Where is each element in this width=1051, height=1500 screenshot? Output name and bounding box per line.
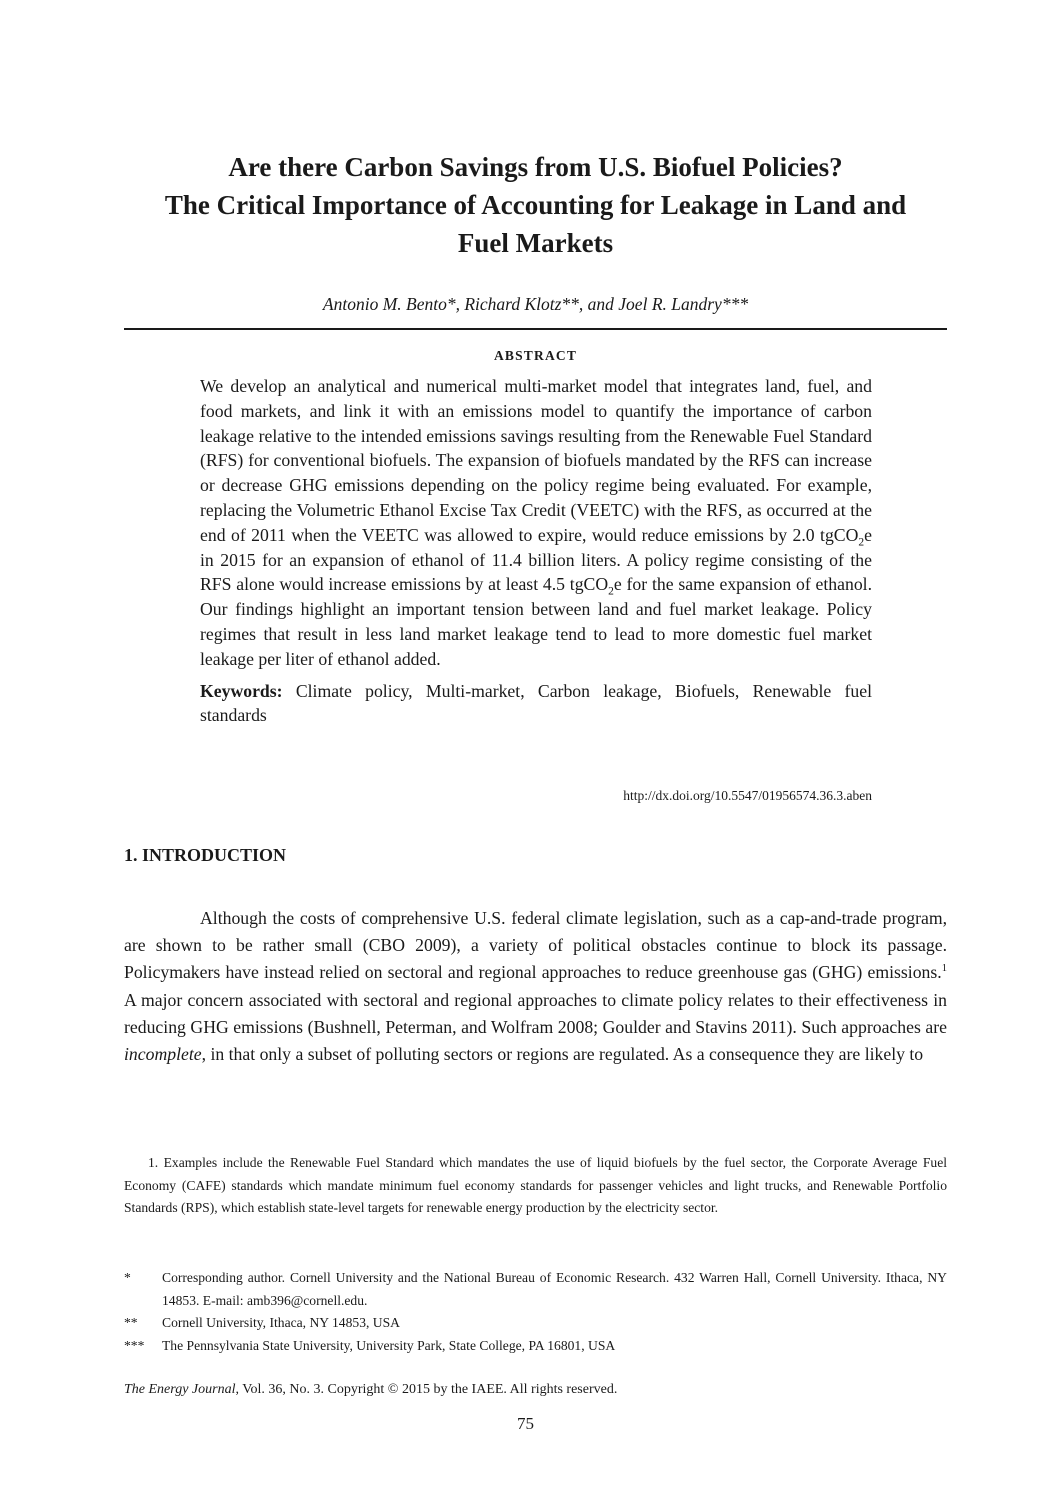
doi-link[interactable]: http://dx.doi.org/10.5547/01956574.36.3.aben <box>623 788 872 803</box>
footnotes <box>124 1152 947 1220</box>
intro-text-part-3: , in that only a subset of polluting sectors or regions are regulated. As a consequence they are likely to <box>201 1044 924 1065</box>
abstract-text-part-2: e in 2015 for an expansion of ethanol of 11.4 billion liters. A policy regime consisting of the RFS alone would increase emissions by at least 4.5 tgCO <box>200 524 872 595</box>
title-line-1: Are there Carbon Savings from U.S. Biofuel Policies? <box>228 152 843 182</box>
co2-subscript: 2 <box>608 585 614 598</box>
affiliation-item <box>124 1267 947 1312</box>
co2-subscript: 2 <box>858 536 865 549</box>
abstract-text-part-1: We develop an analytical and numerical multi-market model that integrates land, fuel, and food markets, and link it with an emissions model to quantify the importance of carbon leakage relative to the intended emissions savings resulting from the Renewable Fuel Standard (RFS) for conventional biofuels. The expansion of biofuels mandated by the RFS can increase or decrease GHG emissions depending on the policy regime being evaluated. For example, replacing the Volumetric Ethanol Excise Tax Credit (VEETC) with the RFS, as occurred at the end of 2011 when the VEETC was allowed to expire, would reduce emissions by 2.0 tgCO <box>200 376 872 545</box>
affiliation-mark: * <box>124 1270 131 1285</box>
keywords-list: Climate policy, Multi-market, Carbon leakage, Biofuels, Renewable fuel standards <box>200 680 872 726</box>
intro-text-part-2: A major concern associated with sectoral and regional approaches to climate policy relates to their effectiveness in reducing GHG emissions (Bushnell, Peterman, and Wolfram 2008; Goulder and Stavins 2011). Such approaches are <box>124 989 947 1037</box>
abstract-block <box>200 374 872 728</box>
journal-citation <box>124 1382 617 1398</box>
affiliation-item <box>124 1312 947 1335</box>
author-affiliations <box>124 1267 947 1357</box>
affiliation-mark: ** <box>124 1315 138 1331</box>
paper-title <box>110 148 961 262</box>
affiliation-text: The Pennsylvania State University, University Park, State College, PA 16801, USA <box>162 1337 616 1353</box>
intro-emphasis: incomplete <box>124 1044 202 1065</box>
page-number: 75 <box>517 1414 534 1433</box>
affiliation-mark: *** <box>124 1337 145 1353</box>
intro-paragraph <box>124 905 947 1068</box>
abstract-text <box>200 374 872 672</box>
section-heading-introduction: 1. INTRODUCTION <box>124 845 287 865</box>
footnote-ref-1[interactable]: 1 <box>941 963 947 975</box>
title-line-3: Fuel Markets <box>457 228 614 258</box>
footnote-1: 1. Examples include the Renewable Fuel Standard which mandates the use of liquid biofuels by the fuel sector, the Corporate Average Fuel Economy (CAFE) standards which mandate minimum fuel economy standards for passenger vehicles and light trucks, and Renewable Portfolio Standards (RPS), which establish state-level targets for renewable energy production by the electricity sector. <box>124 1155 947 1216</box>
journal-details: , Vol. 36, No. 3. Copyright © 2015 by the IAEE. All rights reserved. <box>235 1382 618 1397</box>
affiliation-text: Corresponding author. Cornell University and the National Bureau of Economic Research. 432 Warren Hall, Cornell University. Ithaca, NY 14853. E-mail: amb396@cornell.edu. <box>162 1270 947 1308</box>
affiliation-item <box>124 1335 947 1358</box>
abstract-heading: ABSTRACT <box>493 348 578 363</box>
affiliation-text: Cornell University, Ithaca, NY 14853, USA <box>162 1315 400 1331</box>
author-list: Antonio M. Bento*, Richard Klotz**, and Joel R. Landry*** <box>322 294 749 314</box>
title-line-2: The Critical Importance of Accounting for Leakage in Land and <box>164 190 907 220</box>
title-divider <box>124 328 947 330</box>
intro-text-part-1: Although the costs of comprehensive U.S. federal climate legislation, such as a cap-and-trade program, are shown to be rather small (CBO 2009), a variety of political obstacles continue to block its passage. Policymakers have instead relied on sectoral and regional approaches to reduce greenhouse gas (GHG) emissions. <box>124 908 947 983</box>
journal-name: The Energy Journal <box>124 1382 236 1397</box>
keywords <box>200 679 872 729</box>
abstract-text-part-3: e for the same expansion of ethanol. Our findings highlight an important tension between land and fuel market leakage. Policy regimes that result in less land market leakage tend to lead to more domestic fuel market leakage per liter of ethanol added. <box>200 574 872 669</box>
keywords-label: Keywords: <box>200 680 283 701</box>
